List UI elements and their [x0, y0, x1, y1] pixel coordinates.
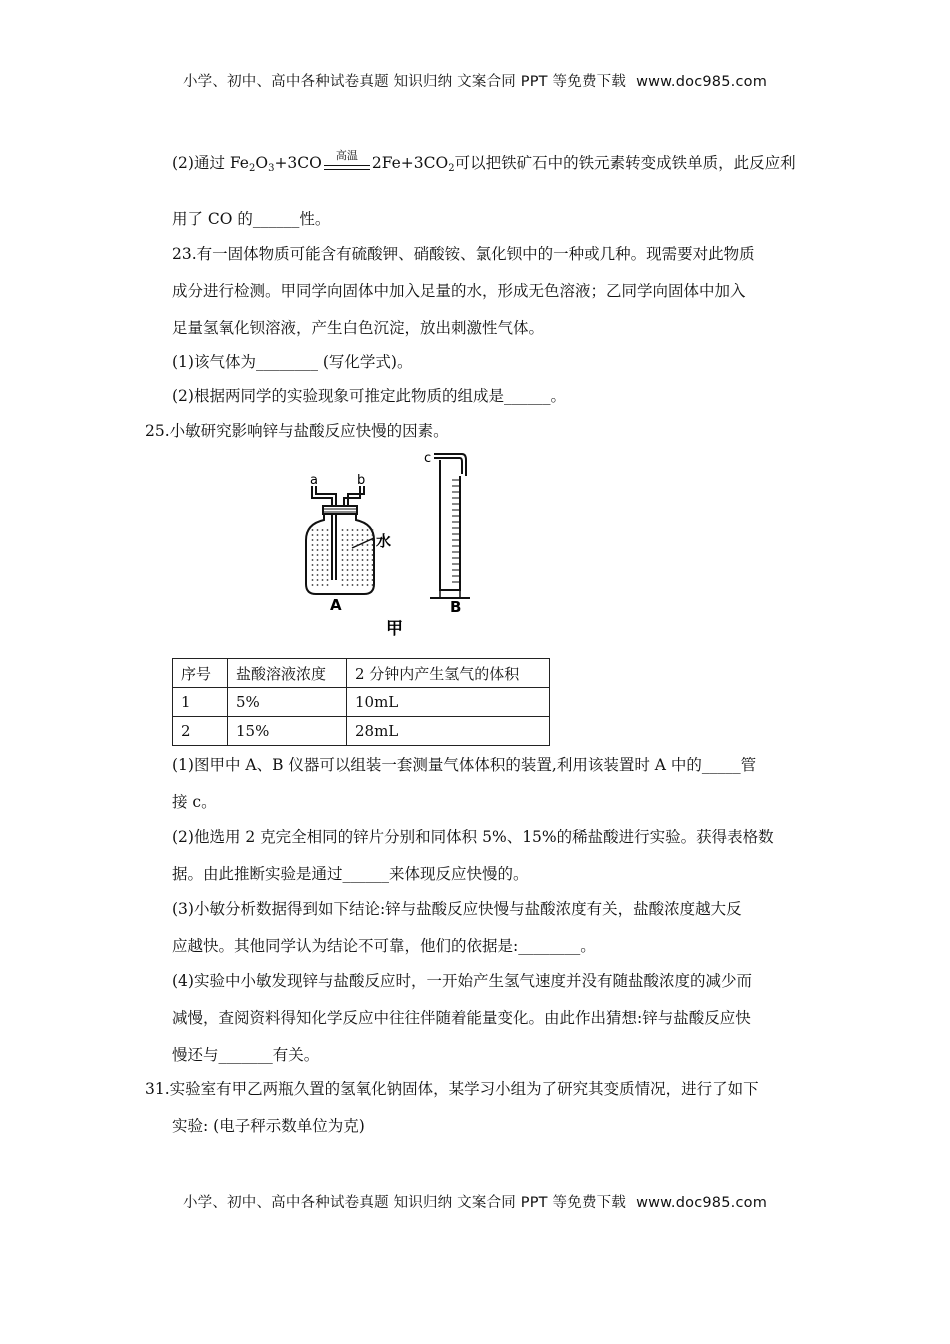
page-header — [0, 70, 950, 91]
table-row — [173, 688, 550, 717]
table-cell: 15% — [228, 717, 347, 746]
reaction-condition: 高温 — [335, 149, 358, 162]
bottle-A — [306, 486, 374, 594]
label-B: B — [450, 598, 462, 616]
q25-intro: 25.小敏研究影响锌与盐酸反应快慢的因素。 — [145, 422, 449, 440]
cylinder-ticks — [452, 480, 459, 582]
label-b: b — [357, 473, 366, 488]
header-cell: 2 分钟内产生氢气的体积 — [347, 659, 550, 688]
header-cell: 盐酸溶液浓度 — [228, 659, 347, 688]
header-text: 小学、初中、高中各种试卷真题 知识归纳 文案合同 PPT 等免费下载 — [182, 74, 627, 90]
q25-s4-line2: 减慢，查阅资料得知化学反应中往往伴随着能量变化。由此作出猜想:锌与盐酸反应快 — [172, 1009, 751, 1027]
label-c: c — [424, 451, 432, 466]
q25-s3-line1: (3)小敏分析数据得到如下结论:锌与盐酸反应快慢与盐酸浓度有关，盐酸浓度越大反 — [172, 900, 742, 918]
water-fill — [312, 529, 374, 586]
footer-site[interactable]: www.doc985.com — [636, 1195, 768, 1211]
page-footer — [0, 1191, 950, 1212]
table-cell: 28mL — [347, 717, 550, 746]
q25-s1-line1: (1)图甲中 A、B 仪器可以组装一套测量气体体积的装置,利用该装置时 A 中的_____管 — [172, 756, 757, 774]
header-site[interactable]: www.doc985.com — [636, 74, 768, 90]
q31-line2: 实验: (电子秤示数单位为克) — [172, 1117, 365, 1135]
q22-part2-line2: 用了 CO 的______性。 — [172, 210, 331, 228]
label-a: a — [310, 473, 318, 488]
header-cell: 序号 — [173, 659, 228, 688]
table-row — [173, 717, 550, 746]
q25-s4-line3: 慢还与_______有关。 — [172, 1046, 320, 1064]
q25-s1-line2: 接 c。 — [172, 793, 217, 811]
q23-sub2: (2)根据两同学的实验现象可推定此物质的组成是______。 — [172, 387, 566, 405]
q23-line2: 成分进行检测。甲同学向固体中加入足量的水，形成无色溶液；乙同学向固体中加入 — [172, 282, 746, 300]
water-label: 水 — [376, 532, 392, 550]
q25-s2-line2: 据。由此推断实验是通过______来体现反应快慢的。 — [172, 865, 529, 883]
table-cell: 5% — [228, 688, 347, 717]
table-cell: 2 — [173, 717, 228, 746]
reaction-arrow — [324, 149, 370, 174]
q23-sub1: (1)该气体为________ (写化学式)。 — [172, 353, 413, 371]
cylinder-B — [430, 454, 470, 598]
q31-line1: 31.实验室有甲乙两瓶久置的氢氧化钠固体，某学习小组为了研究其变质情况，进行了如下 — [145, 1080, 759, 1098]
figure-caption: 甲 — [386, 619, 403, 638]
table-cell: 1 — [173, 688, 228, 717]
q23-line3: 足量氢氧化钡溶液，产生白色沉淀，放出刺激性气体。 — [172, 319, 545, 337]
q23-line1: 23.有一固体物质可能含有硫酸钾、硝酸铵、氯化钡中的一种或几种。现需要对此物质 — [172, 245, 755, 263]
label-A: A — [330, 596, 342, 614]
apparatus-figure — [290, 448, 490, 638]
table-header-row — [173, 659, 550, 688]
footer-text: 小学、初中、高中各种试卷真题 知识归纳 文案合同 PPT 等免费下载 — [182, 1195, 627, 1211]
q25-s3-line2: 应越快。其他同学认为结论不可靠，他们的依据是:________。 — [172, 937, 596, 955]
data-table — [172, 658, 550, 746]
q25-s2-line1: (2)他选用 2 克完全相同的锌片分别和同体积 5%、15%的稀盐酸进行实验。获得表格数 — [172, 828, 774, 846]
q22-part2-line1: (2)通过 $Fe_2O_3+3CO$ 高温 $2Fe+3CO_2$可以把铁矿石中的铁元素转变成铁单质，此反应利 — [172, 149, 796, 174]
q25-s4-line1: (4)实验中小敏发现锌与盐酸反应时，一开始产生氢气速度并没有随盐酸浓度的减少而 — [172, 972, 752, 990]
table-cell: 10mL — [347, 688, 550, 717]
